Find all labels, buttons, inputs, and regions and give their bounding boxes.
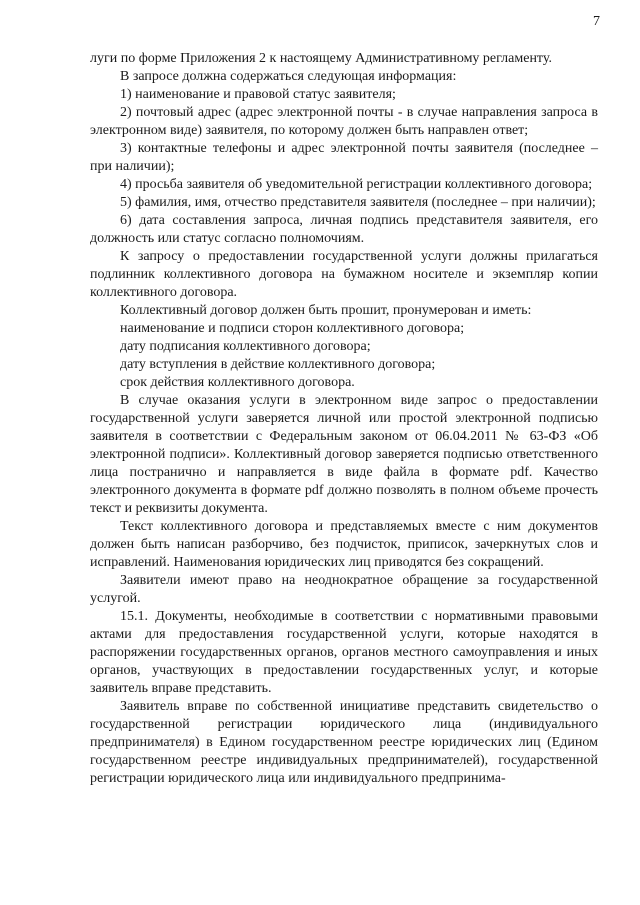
document-body xyxy=(90,50,598,788)
paragraph: Текст коллективного договора и представляемых вместе с ним документов должен быть написан разборчиво, без подчисток, приписок, зачеркнутых слов и исправлений. Наименования юридических лиц приводятся без сокращений. xyxy=(90,519,598,570)
list-item: 2) почтовый адрес (адрес электронной почты - в случае направления запроса в электронном виде) заявителя, по которому должен быть направлен ответ; xyxy=(90,105,598,138)
paragraph: В запросе должна содержаться следующая информация: xyxy=(120,69,457,84)
paragraph: К запросу о предоставлении государственной услуги должны прилагаться подлинник коллективного договора на бумажном носителе и экземпляр копии коллективного договора. xyxy=(90,249,598,300)
list-item: 5) фамилия, имя, отчество представителя заявителя (последнее – при наличии); xyxy=(120,195,596,210)
paragraph: Заявитель вправе по собственной инициативе представить свидетельство о государственной регистрации юридического лица (индивидуального предпринимателя) в Едином государственном реестре юридических лиц (Едином государственном реестре индивидуальных предпринимателей), государственной регистрации юридического лица или индивидуального предпринима- xyxy=(90,699,598,786)
paragraph: 15.1. Документы, необходимые в соответствии с нормативными правовыми актами для предоставления государственной услуги, которые находятся в распоряжении государственных органов, органов местного самоуправления и иных органов, участвующих в предоставлении государственных услуг, и которые заявитель вправе представить. xyxy=(90,609,598,696)
list-item: 4) просьба заявителя об уведомительной регистрации коллективного договора; xyxy=(120,177,593,192)
list-item: 3) контактные телефоны и адрес электронной почты заявителя (последнее – при наличии); xyxy=(90,141,598,174)
list-item: 1) наименование и правовой статус заявителя; xyxy=(120,87,396,102)
list-item: 6) дата составления запроса, личная подпись представителя заявителя, его должность или статус согласно полномочиям. xyxy=(90,213,598,246)
list-item: дату вступления в действие коллективного договора; xyxy=(120,357,436,372)
list-item: срок действия коллективного договора. xyxy=(120,375,355,390)
list-item: наименование и подписи сторон коллективного договора; xyxy=(120,321,465,336)
page-number: 7 xyxy=(593,14,600,29)
paragraph: Коллективный договор должен быть прошит, пронумерован и иметь: xyxy=(120,303,532,318)
paragraph: Заявители имеют право на неоднократное обращение за государственной услугой. xyxy=(90,573,598,606)
paragraph: луги по форме Приложения 2 к настоящему Административному регламенту. xyxy=(90,51,552,66)
paragraph: В случае оказания услуги в электронном виде запрос о предоставлении государственной услуги заверяется личной или простой электронной подписью заявителя в соответствии с Федеральным законом от 06.04.2011 № 63-ФЗ «Об электронной подписи». Коллективный договор заверяется подписью ответственного лица постранично и направляется в виде файла в формате pdf. Качество электронного документа в формате pdf должно позволять в полном объеме прочесть текст и реквизиты документа. xyxy=(90,393,598,516)
list-item: дату подписания коллективного договора; xyxy=(120,339,371,354)
